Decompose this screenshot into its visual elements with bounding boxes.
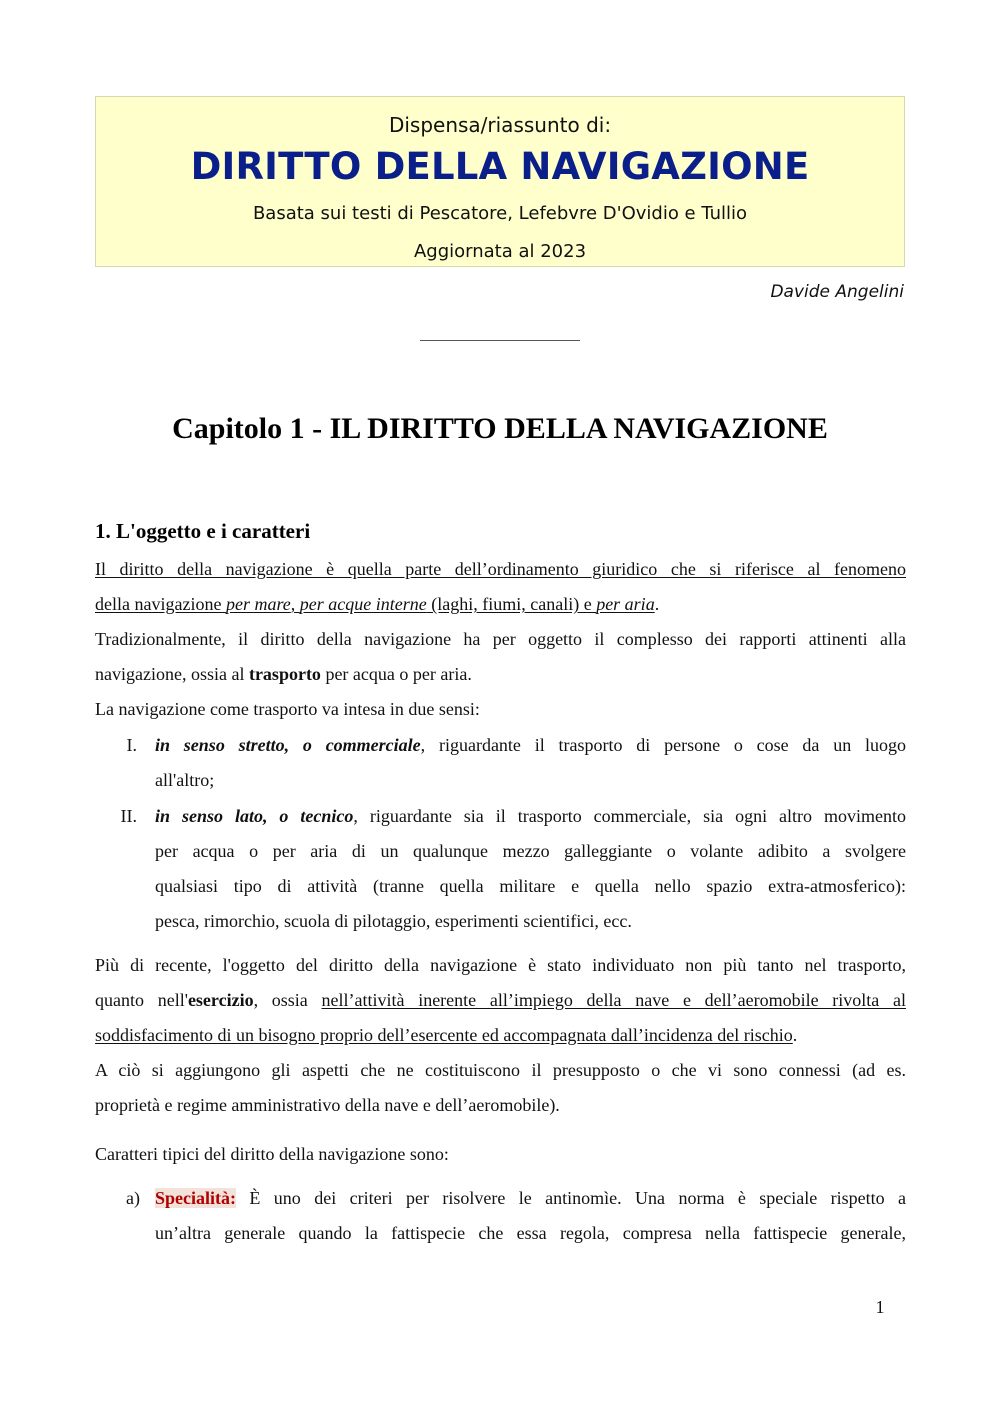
section-title: 1. L'oggetto e i caratteri xyxy=(95,519,311,543)
underlined-text: soddisfacimento di un bisogno proprio dell’esercente ed accompagnata dall’incidenza del rischio xyxy=(95,1025,793,1045)
list-item-line: un’altra generale quando la fattispecie che essa regola, compresa nella fattispecie generale, xyxy=(155,1223,906,1243)
list-item-line: Specialità: È uno dei criteri per risolvere le antinomìe. Una norma è speciale rispetto a xyxy=(155,1188,906,1208)
highlighted-term: Specialità: xyxy=(155,1188,236,1208)
paragraph-line: navigazione, ossia al trasporto per acqua o per aria. xyxy=(95,664,472,684)
list-item-line: in senso stretto, o commerciale, riguardante il trasporto di persone o cose da un luogo xyxy=(155,735,906,755)
list-item-line: all'altro; xyxy=(155,770,215,790)
list-item-line: per acqua o per aria di un qualunque mezzo galleggiante o volante adibito a svolgere xyxy=(155,841,906,861)
document-subtitle: Basata sui testi di Pescatore, Lefebvre D'Ovidio e Tullio xyxy=(252,203,748,224)
bold-text: esercizio xyxy=(187,990,254,1010)
list-item-line: in senso lato, o tecnico, riguardante sia il trasporto commerciale, sia ogni altro movimento xyxy=(155,806,906,826)
paragraph-line: della navigazione per mare, per acque interne (laghi, fiumi, canali) e per aria. xyxy=(95,594,660,614)
list-marker: a) xyxy=(126,1188,140,1208)
chapter-title: Capitolo 1 - IL DIRITTO DELLA NAVIGAZIONE xyxy=(172,412,828,445)
paragraph-line: La navigazione come trasporto va intesa in due sensi: xyxy=(95,699,480,719)
underlined-text: nell’attività inerente all’impiego della nave e dell’aeromobile rivolta al xyxy=(321,990,906,1010)
author-name: Davide Angelini xyxy=(770,282,904,302)
document-title: DIRITTO DELLA NAVIGAZIONE xyxy=(190,145,810,188)
title-box xyxy=(95,96,905,267)
underlined-text: della navigazione per mare, per acque interne (laghi, fiumi, canali) e per aria xyxy=(95,594,655,614)
paragraph-line: proprietà e regime amministrativo della nave e dell’aeromobile). xyxy=(95,1095,560,1115)
pre-title: Dispensa/riassunto di: xyxy=(388,113,612,137)
list-item-line: pesca, rimorchio, scuola di pilotaggio, esperimenti scientifici, ecc. xyxy=(155,911,632,931)
paragraph-line: Caratteri tipici del diritto della navigazione sono: xyxy=(95,1144,449,1164)
page-number: 1 xyxy=(875,1297,885,1317)
italic-text: per acque interne xyxy=(299,594,427,614)
paragraph-line: quanto nell'esercizio, ossia nell’attività inerente all’impiego della nave e dell’aeromobile rivolta al xyxy=(95,990,906,1010)
bold-text: trasporto xyxy=(248,664,321,684)
bold-italic-term: in senso lato, o tecnico xyxy=(155,806,354,826)
list-item-line: qualsiasi tipo di attività (tranne quella militare e quella nello spazio extra-atmosferico): xyxy=(155,876,906,896)
list-marker: I. xyxy=(126,735,137,755)
paragraph-line xyxy=(95,552,906,587)
list-marker: II. xyxy=(120,806,137,826)
paragraph-line: Più di recente, l'oggetto del diritto della navigazione è stato individuato non più tanto nel trasporto, xyxy=(95,955,906,975)
bold-italic-term: in senso stretto, o commerciale xyxy=(155,735,421,755)
paragraph-line: Tradizionalmente, il diritto della navigazione ha per oggetto il complesso dei rapporti attinenti alla xyxy=(95,629,906,649)
separator-line xyxy=(420,340,580,341)
italic-text: per aria xyxy=(596,594,655,614)
paragraph-line: soddisfacimento di un bisogno proprio dell’esercente ed accompagnata dall’incidenza del rischio. xyxy=(95,1025,798,1045)
underlined-text: Il diritto della navigazione è quella parte dell’ordinamento giuridico che si riferisce al fenomeno xyxy=(95,559,906,579)
paragraph-line: A ciò si aggiungono gli aspetti che ne costituiscono il presupposto o che vi sono connessi (ad es. xyxy=(95,1060,906,1080)
italic-text: per mare xyxy=(225,594,291,614)
update-note: Aggiornata al 2023 xyxy=(413,241,587,262)
